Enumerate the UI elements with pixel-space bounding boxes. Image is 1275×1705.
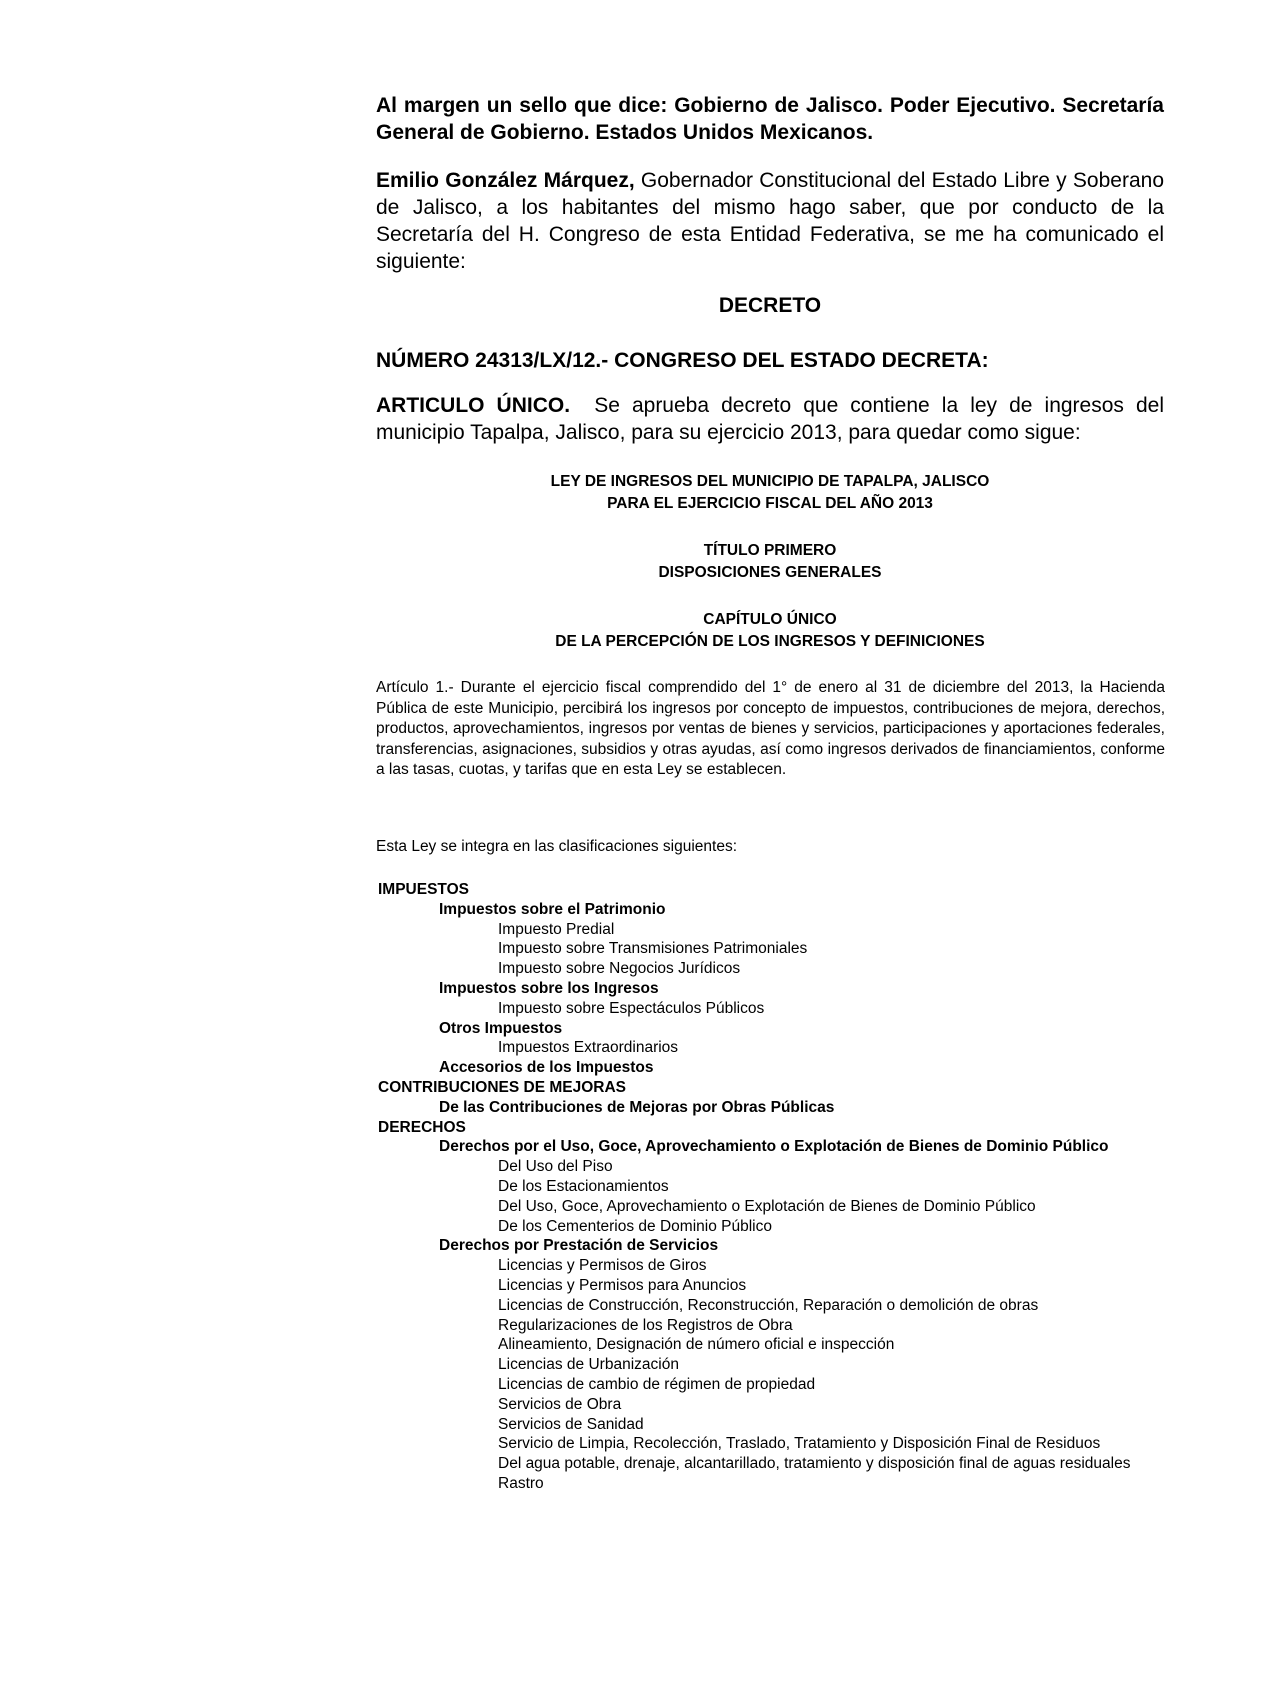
capitulo-heading: [376, 609, 1164, 653]
classification-item-level-3: Del Uso, Goce, Aprovechamiento o Explotación de Bienes de Dominio Público: [498, 1197, 1036, 1215]
titulo-heading-line1: TÍTULO PRIMERO: [703, 542, 837, 559]
article-unico: [376, 392, 1170, 446]
classification-item-level-3: Licencias y Permisos para Anuncios: [498, 1276, 747, 1294]
classification-item-level-3: Impuesto sobre Espectáculos Públicos: [498, 999, 765, 1017]
article-unico-label: ARTICULO ÚNICO.: [376, 394, 571, 417]
classification-item-level-3: Servicios de Sanidad: [498, 1415, 644, 1433]
classification-item-level-1: DERECHOS: [378, 1118, 466, 1136]
law-title-line2: PARA EL EJERCICIO FISCAL DEL AÑO 2013: [607, 495, 933, 512]
article-1: Artículo 1.- Durante el ejercicio fiscal comprendido del 1° de enero al 31 de diciembre del 2013, la Hacienda Pública de este Municipio, percibirá los ingresos por concepto de impuestos, contribuciones de mejora, derechos, productos, aprovechamientos, ingresos por ventas de bienes y servicios, participaciones y aportaciones federales, transferencias, asignaciones, subsidios y otras ayudas, así como ingresos derivados de financiamientos, conforme a las tasas, cuotas, y tarifas que en esta Ley se establecen.: [376, 679, 1165, 778]
classification-item-level-3: Rastro: [498, 1474, 544, 1492]
classification-item-level-2: Accesorios de los Impuestos: [439, 1059, 654, 1077]
decree-title: DECRETO: [718, 294, 822, 317]
classification-item-level-2: Otros Impuestos: [439, 1019, 563, 1037]
classification-item-level-2: Impuestos sobre el Patrimonio: [439, 900, 666, 918]
classification-item-level-3: Impuesto Predial: [498, 920, 615, 938]
classification-item-level-3: Impuesto sobre Transmisiones Patrimoniales: [498, 940, 808, 958]
classification-item-level-2: De las Contribuciones de Mejoras por Obras Públicas: [439, 1098, 835, 1116]
classification-item-level-3: Del Uso del Piso: [498, 1158, 613, 1176]
classification-item-level-3: Regularizaciones de los Registros de Obra: [498, 1316, 793, 1334]
governor-intro: [376, 167, 1164, 275]
decree-number: NÚMERO 24313/LX/12.- CONGRESO DEL ESTADO DECRETA:: [376, 349, 989, 372]
classification-item-level-2: Derechos por Prestación de Servicios: [439, 1237, 719, 1255]
classifications-list: [376, 880, 1166, 1494]
seal-notice: Al margen un sello que dice: Gobierno de Jalisco. Poder Ejecutivo. Secretaría General de Gobierno. Estados Unidos Mexicanos.: [376, 94, 1164, 144]
governor-name: Emilio González Márquez,: [376, 169, 635, 192]
governor-intro-text: Gobernador Constitucional del Estado Libre y Soberano de Jalisco, a los habitantes del mismo hago saber, que por conducto de la Secretaría del H. Congreso de esta Entidad Federativa, se me ha comunicado el siguiente:: [376, 169, 1164, 273]
classification-item-level-3: Licencias de Urbanización: [498, 1356, 679, 1374]
classification-item-level-2: Impuestos sobre los Ingresos: [439, 979, 659, 997]
classification-item-level-3: Licencias de cambio de régimen de propiedad: [498, 1375, 816, 1393]
titulo-heading-line2: DISPOSICIONES GENERALES: [658, 564, 882, 581]
classification-item-level-3: Licencias y Permisos de Giros: [498, 1257, 707, 1275]
classification-item-level-3: Servicio de Limpia, Recolección, Traslado, Tratamiento y Disposición Final de Residuos: [498, 1435, 1101, 1453]
classification-item-level-3: De los Estacionamientos: [498, 1177, 669, 1195]
classification-item-level-1: IMPUESTOS: [378, 881, 470, 898]
classification-item-level-1: CONTRIBUCIONES DE MEJORAS: [378, 1078, 627, 1096]
classifications-intro: Esta Ley se integra en las clasificaciones siguientes:: [376, 838, 738, 855]
law-title-line1: LEY DE INGRESOS DEL MUNICIPIO DE TAPALPA, JALISCO: [550, 473, 990, 490]
classification-item-level-3: Impuesto sobre Negocios Jurídicos: [498, 960, 741, 978]
law-title: [376, 471, 1164, 515]
classification-item-level-3: Licencias de Construcción, Reconstrucción, Reparación o demolición de obras: [498, 1296, 1039, 1314]
article-unico-text: Se aprueba decreto que contiene la ley de ingresos del municipio Tapalpa, Jalisco, para su ejercicio 2013, para quedar como sigue:: [376, 394, 1170, 444]
classification-item-level-3: Del agua potable, drenaje, alcantarillado, tratamiento y disposición final de aguas residuales: [498, 1455, 1131, 1473]
classification-item-level-3: Alineamiento, Designación de número oficial e inspección: [498, 1336, 895, 1354]
classification-item-level-3: Impuestos Extraordinarios: [498, 1039, 679, 1057]
capitulo-heading-line2: DE LA PERCEPCIÓN DE LOS INGRESOS Y DEFINICIONES: [555, 633, 985, 650]
classification-item-level-3: De los Cementerios de Dominio Público: [498, 1217, 772, 1235]
classification-item-level-2: Derechos por el Uso, Goce, Aprovechamiento o Explotación de Bienes de Dominio Público: [439, 1138, 1109, 1156]
classification-item-level-3: Servicios de Obra: [498, 1395, 622, 1413]
capitulo-heading-line1: CAPÍTULO ÚNICO: [703, 611, 837, 628]
titulo-heading: [376, 540, 1164, 584]
